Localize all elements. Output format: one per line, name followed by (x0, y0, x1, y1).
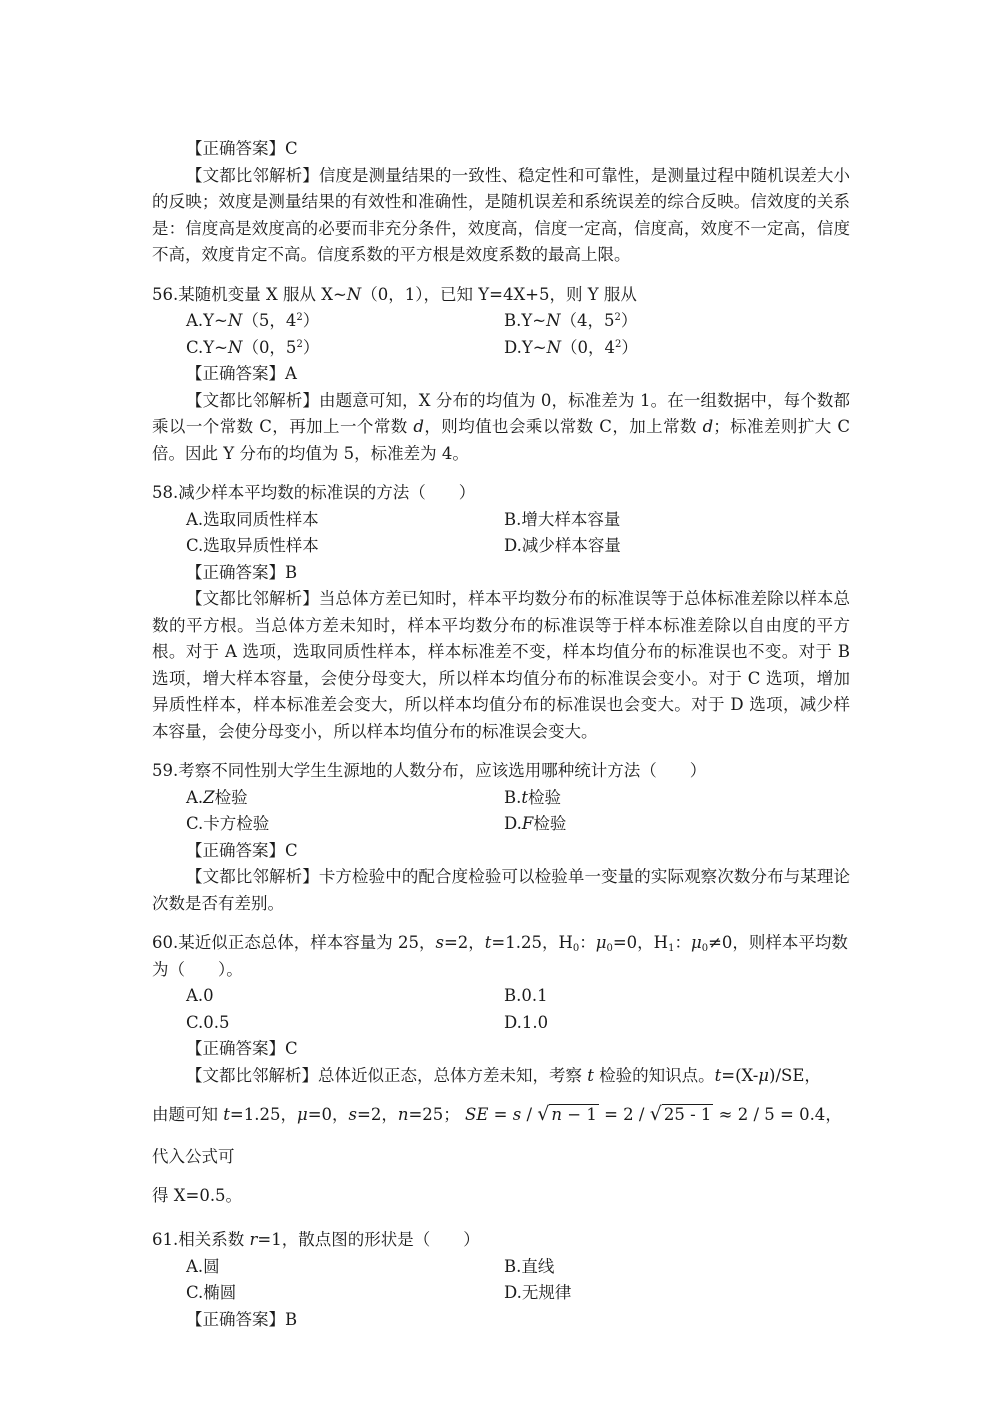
option-c: C.选取异质性样本 (186, 536, 319, 555)
document-content (152, 136, 850, 1333)
analysis-q55: 【文都比邻解析】信度是测量结果的一致性、稳定性和可靠性，是测量过程中随机误差大小的反映；效度是测量结果的有效性和准确性，是随机误差和系统误差的综合反映。信效度的关系是：信度高是效度高的必要而非充分条件，效度高，信度一定高，信度高，效度不一定高，信度不高，效度肯定不高。信度系数的平方根是效度系数的最高上限。 (152, 165, 850, 264)
question-58-stem: 58.减少样本平均数的标准误的方法（ ） (152, 483, 476, 502)
option-b: B.直线 (504, 1256, 555, 1276)
answer-q61: 【正确答案】B (186, 1309, 298, 1329)
answer-q56: 【正确答案】A (186, 364, 297, 383)
option-d: D.F检验 (504, 814, 567, 833)
option-d: D.无规律 (504, 1283, 572, 1302)
option-c: C.0.5 (186, 1012, 230, 1032)
question-56-stem: 56.某随机变量 X 服从 X~N（0，1），已知 Y=4X+5，则 Y 服从 (152, 284, 637, 304)
sqrt-sign: √ (649, 1103, 662, 1125)
question-59-stem: 59.考察不同性别大学生生源地的人数分布，应该选用哪种统计方法（ ） (152, 761, 707, 780)
option-a: A.圆 (186, 1256, 220, 1276)
option-a: A.选取同质性样本 (186, 509, 319, 529)
question-58-options (152, 507, 850, 560)
option-b: B.Y~N（4，$5^2$） (504, 311, 638, 330)
answer-q58: 【正确答案】B (186, 562, 298, 582)
option-d: D.减少样本容量 (504, 536, 621, 555)
option-a: A.Y~N（5，$4^2$） (186, 311, 320, 330)
sqrt-radicand: 25 - 1 (663, 1105, 712, 1124)
option-d: D.1.0 (504, 1012, 549, 1032)
option-d: D.Y~N（0，$4^2$） (504, 337, 638, 357)
option-c: C.卡方检验 (186, 814, 270, 833)
option-c: C.Y~N（0，$5^2$） (186, 337, 320, 357)
option-a: A.Z检验 (186, 787, 248, 807)
question-61-stem: 61.相关系数 r=1，散点图的形状是（ ） (152, 1230, 480, 1249)
option-b: B.增大样本容量 (504, 509, 621, 529)
analysis-q58: 【文都比邻解析】当总体方差已知时，样本平均数分布的标准误等于总体标准差除以样本总数的平方根。当总体方差未知时，样本平均数分布的标准误等于样本标准差除以自由度的平方根。对于 A 选项，选取同质性样本，样本标准差不变，样本均值分布的标准误也不变。对于 B 选项，增大样本容量，会使分母变大，所以样本均值分布的标准误会变小。对于 C 选项，增加异质性样本，样本标准差会变大，所以样本均值分布的标准误也会变大。对于 D 选项，减少样本容量，会使分母变小，所以样本均值分布的标准误会变大。 (152, 589, 851, 741)
se-formula: SE (465, 1105, 489, 1124)
analysis-q59: 【文都比邻解析】卡方检验中的配合度检验可以检验单一变量的实际观察次数分布与某理论次数是否有差别。 (152, 867, 850, 913)
question-59-options (152, 785, 850, 838)
analysis-q60-formula: 由题可知 t=1.25，μ=0，s=2，n=25； SE = s / √ n − 1 = 2 / √ 25 - 1 ≈ 2 / 5 = 0.4，代入公式可 (152, 1103, 842, 1166)
question-61-options (152, 1254, 850, 1307)
analysis-q60: 【文都比邻解析】总体近似正态，总体方差未知，考察 t 检验的知识点。t=(X-μ)/SE， (186, 1065, 821, 1085)
analysis-q60-end: 得 X=0.5。 (152, 1186, 243, 1205)
question-56-options (152, 308, 850, 361)
question-60-stem: 60.某近似正态总体，样本容量为 25，s=2，t=1.25，$H_0$：$\mu_0=0$，$H_1$：$\mu_0\ne 0$，则样本平均数为（ ）。 (152, 933, 848, 979)
option-a: A.0 (186, 986, 214, 1005)
question-60-options (152, 983, 850, 1036)
option-c: C.椭圆 (186, 1283, 237, 1302)
option-b: B.t检验 (504, 787, 562, 807)
sqrt-sign: √ (537, 1103, 550, 1125)
sqrt-radicand: n − 1 (551, 1105, 597, 1124)
answer-q60: 【正确答案】C (186, 1039, 298, 1058)
answer-q55: 【正确答案】C (186, 139, 298, 158)
answer-q59: 【正确答案】C (186, 840, 298, 860)
analysis-q56: 【文都比邻解析】由题意可知，X 分布的均值为 0，标准差为 1。在一组数据中，每个数都乘以一个常数 C，再加上一个常数 d，则均值也会乘以常数 C，加上常数 d；标准差则扩大 C 倍。因此 Y 分布的均值为 5，标准差为 4。 (152, 390, 850, 463)
option-b: B.0.1 (504, 986, 548, 1005)
